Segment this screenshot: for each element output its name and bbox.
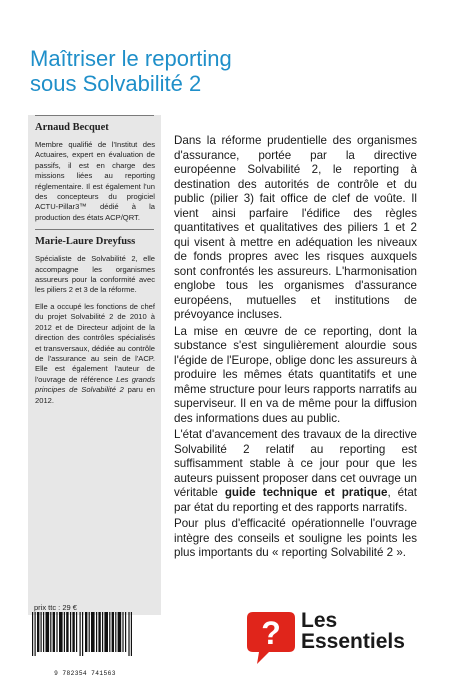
divider [35,229,154,230]
logo-line-1: Les [301,609,338,632]
highlight: guide technique et pratique [224,486,388,499]
title-line-2: sous Solvabilité 2 [30,71,202,96]
logo-line-2: Essentiels [301,630,405,653]
author-name: Marie-Laure Dreyfuss [35,236,136,248]
logo-mark-glyph: ? [261,615,281,651]
author-name: Arnaud Becquet [35,122,109,133]
authors-sidebar [28,115,161,615]
text: L'état d'avancement des travaux de la directive Solvabilité 2 relatif au reporting est suffisamment stable à ce jour pour que les auteurs puissent proposer dans cet ouvrage un véritable [174,428,417,499]
isbn-number: 9 782354 741563 [54,670,116,677]
bio-paragraph [35,302,155,406]
bio-text: paru en 2012. [35,385,155,405]
bio-text: Elle a occupé les fonctions de chef du projet Solvabilité 2 de 2010 à 2012 et de Directeur adjoint de la direction des contrôles spécialisés et transversaux, dédiée au contrôle de l'assurance au sein de l'ACP. Elle est également l'auteur de l'ouvrage de référence [35,301,155,384]
logo-wordmark [301,610,405,652]
author-block [28,122,161,223]
divider [35,115,154,116]
description-paragraph: Pour plus d'efficacité opérationnelle l'ouvrage intègre des conseils et souligne les points les plus importants du « reporting Solvabilité 2 ». [174,517,417,559]
book-title [30,46,430,96]
author-bio [35,254,155,406]
description [174,134,417,563]
book-reference: Les grands principes de Solvabilité 2 [35,374,155,395]
description-paragraph [174,428,417,515]
barcode-icon [30,612,134,656]
question-mark-icon [245,608,297,666]
text: , état par état du reporting et des rapports narratifs. [174,486,418,514]
publisher-logo [245,602,435,682]
price-label: prix ttc : 29 € [34,603,77,612]
bio-paragraph: Membre qualifié de l'Institut des Actuaires, expert en évaluation de passifs, il est en charge des missions liées au reporting réglementaire. Il est également l'un des concepteurs du progiciel ACTU-Pillar3™ dédié à la production des états ACP/QRT. [35,140,155,222]
description-paragraph: Dans la réforme prudentielle des organismes d'assurance, portée par la directive européenne Solvabilité 2, le reporting à destination des autorités de contrôle et du public (pilier 3) fait office de clef de voûte. Il vient ainsi parfaire l'édifice des règles quantitatives et qualitatives des piliers 1 et 2 qui visent à mettre en adéquation les niveaux de fonds propres avec les risques auxquels sont confrontés les assureurs. L'harmonisation englobe tous les organismes d'assurance européens, mutuelles et institutions de prévoyance incluses. [174,134,417,321]
author-block [28,236,161,406]
description-paragraph: La mise en œuvre de ce reporting, dont la substance s'est singulièrement alourdie sous l'égide de l'Europe, oblige donc les assureurs à produire les mêmes états quantitatifs et une même structure pour leurs rapports narratifs au superviseur. Il en va de même pour la diffusion des informations dues au public. [174,324,417,425]
title-line-1: Maîtriser le reporting [30,46,232,71]
bio-paragraph: Spécialiste de Solvabilité 2, elle accompagne les organismes assureurs pour la conformité avec les piliers 2 et 3 de la réforme. [35,254,155,295]
author-bio [35,140,155,223]
